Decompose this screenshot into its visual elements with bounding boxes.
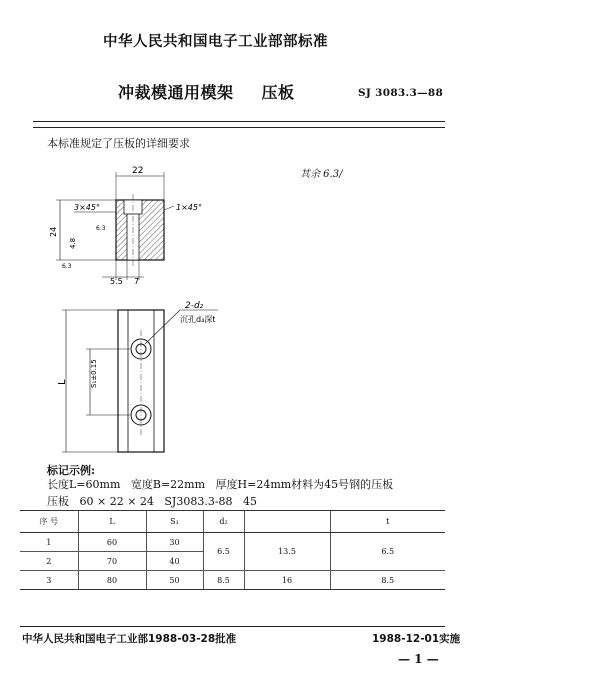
marking-heading: 标记示例: (47, 464, 96, 477)
document-title (118, 80, 295, 103)
cell-d4: 13.5 (244, 533, 330, 571)
dim-slot: 7 (134, 277, 140, 286)
col-L: L (78, 511, 146, 533)
cell-L: 60 (78, 533, 146, 552)
section-view (49, 166, 202, 286)
col-d2: d₂ (203, 511, 244, 533)
dim-height: 24 (49, 226, 58, 237)
cell-d4: 16 (244, 571, 330, 590)
cell-d2: 8.5 (203, 571, 244, 590)
cell-L: 80 (78, 571, 146, 590)
col-t: t (330, 511, 445, 533)
issuing-organization: 中华人民共和国电子工业部部标准 (103, 34, 328, 50)
cell-no: 1 (20, 533, 78, 552)
col-S1: S₁ (146, 511, 203, 533)
hole-note: 沉孔d₄深t (180, 315, 216, 324)
cell-L: 70 (78, 552, 146, 571)
cell-S1: 30 (146, 533, 203, 552)
dimension-table (20, 510, 445, 590)
hole-callout: 2-d₂ (185, 301, 204, 311)
approval-note: 中华人民共和国电子工业部1988-03-28批准 (22, 633, 237, 645)
cell-t: 8.5 (330, 571, 445, 590)
header-rule-top (33, 121, 445, 122)
chamfer-right: 1×45° (176, 203, 202, 212)
cell-d2: 6.5 (203, 533, 244, 571)
cell-S1: 50 (146, 571, 203, 590)
header-rule-bottom (33, 127, 445, 128)
cell-no: 3 (20, 571, 78, 590)
col-no: 序 号 (20, 511, 78, 533)
roughness-mark-2: 6.3 (62, 263, 72, 270)
title-sub: 压板 (261, 83, 295, 102)
table-header (20, 511, 445, 533)
standard-number: SJ 3083.3—88 (358, 87, 444, 99)
chamfer-left: 3×45° (74, 203, 100, 212)
technical-drawing (40, 160, 300, 460)
dim-spacing: S₁±0.15 (90, 359, 98, 388)
col-d4 (244, 511, 330, 533)
cell-S1: 40 (146, 552, 203, 571)
roughness-note: 其余 6.3/ (300, 169, 343, 180)
dim-hole-depth: 4.8 (69, 237, 77, 249)
intro-text: 本标准规定了压板的详细要求 (47, 137, 190, 150)
dim-offset: 5.5 (110, 277, 123, 286)
plan-view (57, 301, 218, 452)
table-row (20, 571, 445, 590)
page-number: — 1 — (398, 652, 439, 666)
marking-line-1: 长度L=60mm 宽度B=22mm 厚度H=24mm材料为45号钢的压板 (47, 478, 394, 491)
cell-t: 6.5 (330, 533, 445, 571)
dim-width: 22 (132, 166, 144, 176)
effective-date: 1988-12-01实施 (372, 633, 461, 645)
roughness-mark-1: 6.3 (96, 225, 106, 232)
footer-rule (20, 626, 445, 627)
table-row (20, 533, 445, 552)
dim-length: L (57, 379, 68, 385)
title-main: 冲裁模通用模架 (118, 83, 234, 102)
marking-line-2: 压板 60 × 22 × 24 SJ3083.3-88 45 (47, 495, 258, 508)
cell-no: 2 (20, 552, 78, 571)
